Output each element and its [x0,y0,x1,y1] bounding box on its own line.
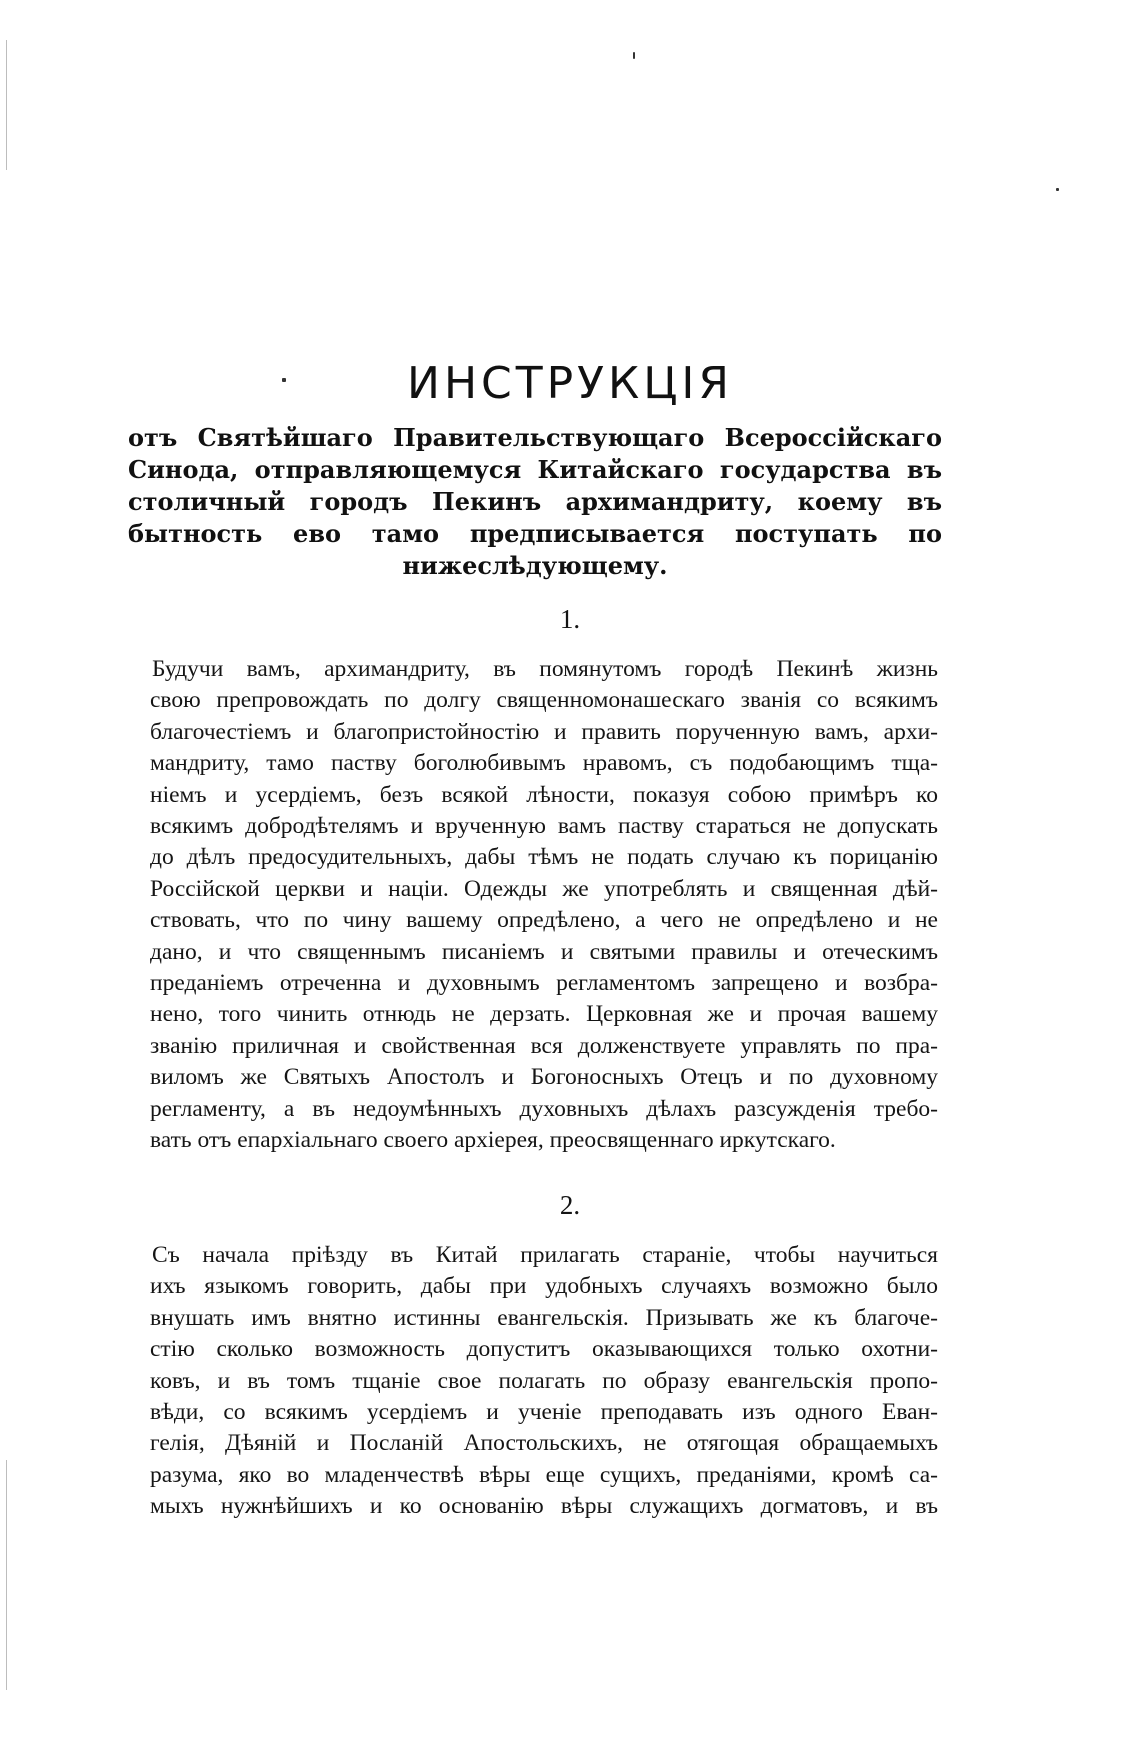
text-line: мандриту, тамо паству боголюбивымъ нравомъ, съ подобающимъ тща- [150,750,938,777]
section-number-1: 1. [559,604,581,634]
text-line: ствовать, что по чину вашему опредѣлено, а чего не опредѣлено и не [150,907,938,934]
text-line: ихъ языкомъ говорить, дабы при удобныхъ случаяхъ возможно было [150,1273,938,1300]
text-line: мыхъ нужнѣйшихъ и ко основанію вѣры служащихъ догматовъ, и въ [150,1493,938,1520]
text-line: благочестіемъ и благопристойностію и править порученную вамъ, архи- [150,718,938,745]
text-line: нено, того чинить отнюдь не дерзать. Церковная же и прочая вашему [150,1001,938,1028]
text-line: званію приличная и свойственная вся долженствуете управлять по пра- [150,1032,938,1059]
text-line: свою препровождать по долгу священномонашескаго званія со всякимъ [150,687,938,714]
text-line: Съ начала пріѣзду въ Китай прилагать стараніе, чтобы научиться [152,1242,938,1268]
text-line: до дѣлъ предосудительныхъ, дабы тѣмъ не подать случаю къ порицанію [150,844,938,871]
scan-edge-mark [6,40,7,170]
text-line: дано, и что священнымъ писаніемъ и святыми правилы и отеческимъ [150,938,938,965]
document-subtitle: отъ Святѣйшаго Правительствующаго Всероссійскаго Синода, отправляющемуся Китайскаго государства въ столичный городъ Пекинъ архимандриту, коему въ бытность ево тамо предписывается поступать по нижеслѣдующему. [128,423,942,580]
text-line: ніемъ и усердіемъ, безъ всякой лѣности, показуя собою примѣръ ко [150,781,938,808]
text-line: Россійской церкви и націи. Одежды же употреблять и священная дѣй- [150,875,938,902]
text-line: вѣди, со всякимъ усердіемъ и ученіе преподавать изъ одного Еван- [150,1399,938,1426]
scan-edge-mark [6,1460,7,1690]
text-line: внушать имъ внятно истинны евангельскія. Призывать же къ благоче- [150,1304,938,1331]
text-line: разума, яко во младенчествѣ вѣры еще сущихъ, преданіями, кромѣ са- [150,1461,938,1488]
text-line: гелія, Дѣяній и Посланій Апостольскихъ, не отягощая обращаемыхъ [150,1430,938,1457]
scan-speck [1056,188,1059,191]
text-line: стію сколько возможность допуститъ оказывающихся только охотни- [150,1336,938,1363]
text-line: преданіемъ отреченна и духовнымъ регламентомъ запрещено и возбра- [150,970,938,997]
text-line: Будучи вамъ, архимандриту, въ помянутомъ городѣ Пекинѣ жизнь [152,656,938,682]
text-line: вать отъ епархіальнаго своего архіерея, преосвященнаго иркутскаго. [150,1127,836,1154]
section-number-2: 2. [559,1190,581,1220]
section-1-paragraph [150,654,938,1157]
text-line: виломъ же Святыхъ Апостолъ и Богоносныхъ Отецъ и по духовному [150,1064,938,1091]
section-2-paragraph [150,1240,938,1523]
text-line: ковъ, и въ томъ тщаніе свое полагать по образу евангельскія пропо- [150,1367,938,1394]
scan-speck [633,52,635,59]
document-title: ИНСТРУКЦІЯ [407,358,733,409]
text-line: всякимъ добродѣтелямъ и врученную вамъ паству стараться не допускать [150,813,938,840]
text-line: регламенту, а въ недоумѣнныхъ духовныхъ дѣлахъ разсужденія требо- [150,1095,938,1122]
